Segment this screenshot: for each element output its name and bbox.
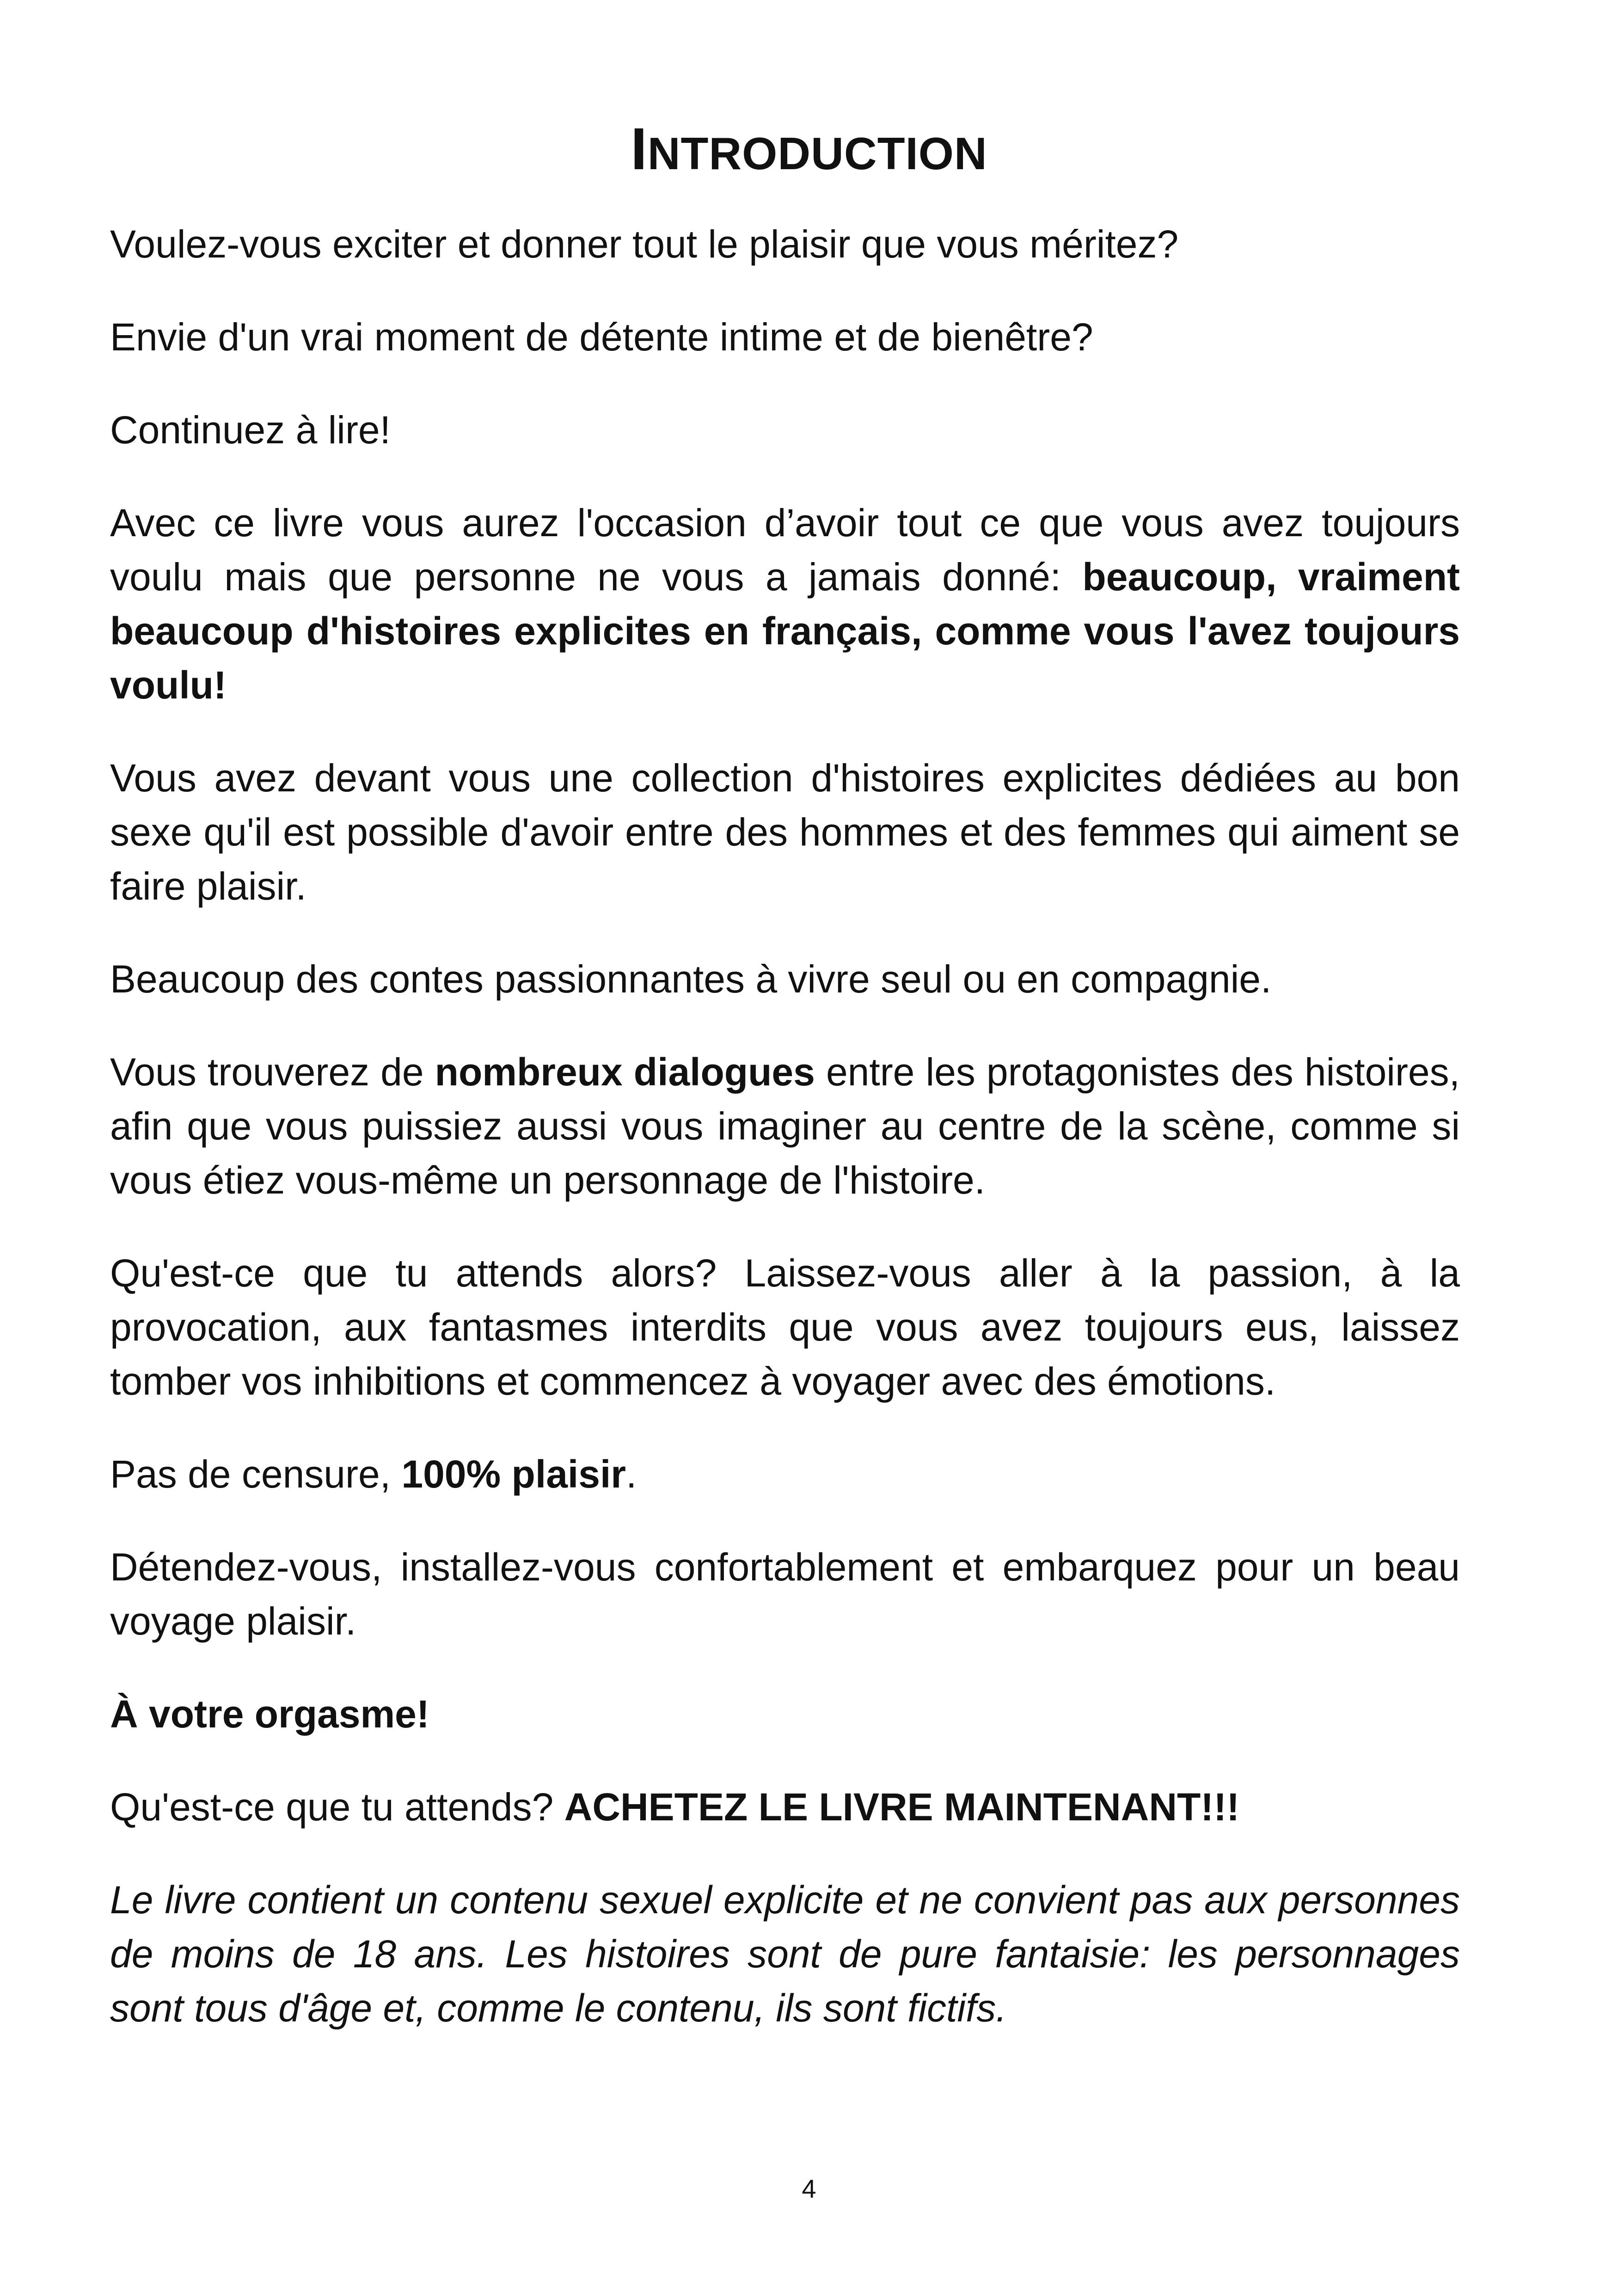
title-first-letter: I — [631, 116, 648, 182]
bold-text: nombreux dialogues — [435, 1050, 815, 1094]
paragraph — [110, 1246, 1460, 1408]
paragraph — [110, 952, 1460, 1006]
title-rest: NTRODUCTION — [647, 128, 987, 179]
text-segment: Qu'est-ce que tu attends? — [110, 1785, 564, 1829]
bold-text: 100% plaisir — [401, 1452, 626, 1496]
text-segment: Détendez-vous, installez-vous confortablement et embarquez pour un beau voyage plaisir. — [110, 1545, 1460, 1643]
text-segment: Qu'est-ce que tu attends alors? Laissez-vous aller à la passion, à la provocation, aux fantasmes interdits que vous avez toujours eus, laissez tomber vos inhibitions et commencez à voyager avec des émotions. — [110, 1251, 1460, 1403]
text-segment: Voulez-vous exciter et donner tout le plaisir que vous méritez? — [110, 222, 1179, 266]
paragraph — [110, 1780, 1460, 1834]
text-segment: Le livre contient un contenu sexuel explicite et ne convient pas aux personnes de moins de 18 ans. Les histoires sont de pure fantaisie: les personnages sont tous d'âge et, comme le contenu, ils sont fictifs. — [110, 1878, 1460, 2030]
text-segment: Pas de censure, — [110, 1452, 402, 1496]
paragraph — [110, 1540, 1460, 1648]
bold-text: À votre orgasme! — [110, 1692, 429, 1736]
bold-text: ACHETEZ LE LIVRE MAINTENANT!!! — [564, 1785, 1240, 1829]
body-text — [110, 217, 1460, 2074]
paragraph — [110, 751, 1460, 913]
paragraph — [110, 1045, 1460, 1207]
text-segment: Vous trouverez de — [110, 1050, 435, 1094]
paragraph — [110, 1687, 1460, 1741]
paragraph — [110, 496, 1460, 712]
paragraph — [110, 403, 1460, 457]
paragraph — [110, 1873, 1460, 2035]
text-segment: Continuez à lire! — [110, 408, 391, 452]
text-segment: Envie d'un vrai moment de détente intime et de bienêtre? — [110, 315, 1093, 359]
text-segment: Avec ce livre vous aurez l'occasion d’avoir tout ce que vous avez toujours voulu mais que personne ne vous a jamais donné: — [110, 501, 1460, 599]
paragraph — [110, 310, 1460, 364]
page-number: 4 — [802, 2174, 816, 2203]
page-title — [0, 115, 1618, 188]
bold-text: beaucoup, vraiment beaucoup d'histoires explicites en français, comme vous l'avez toujours voulu! — [110, 555, 1460, 707]
text-segment: Beaucoup des contes passionnantes à vivre seul ou en compagnie. — [110, 957, 1272, 1001]
text-segment: . — [626, 1452, 637, 1496]
paragraph — [110, 217, 1460, 271]
paragraph — [110, 1447, 1460, 1501]
text-segment: Vous avez devant vous une collection d'histoires explicites dédiées au bon sexe qu'il est possible d'avoir entre des hommes et des femmes qui aiment se faire plaisir. — [110, 756, 1460, 908]
text-segment: entre les protagonistes des histoires, afin que vous puissiez aussi vous imaginer au centre de la scène, comme si vous étiez vous-même un personnage de l'histoire. — [110, 1050, 1460, 1202]
